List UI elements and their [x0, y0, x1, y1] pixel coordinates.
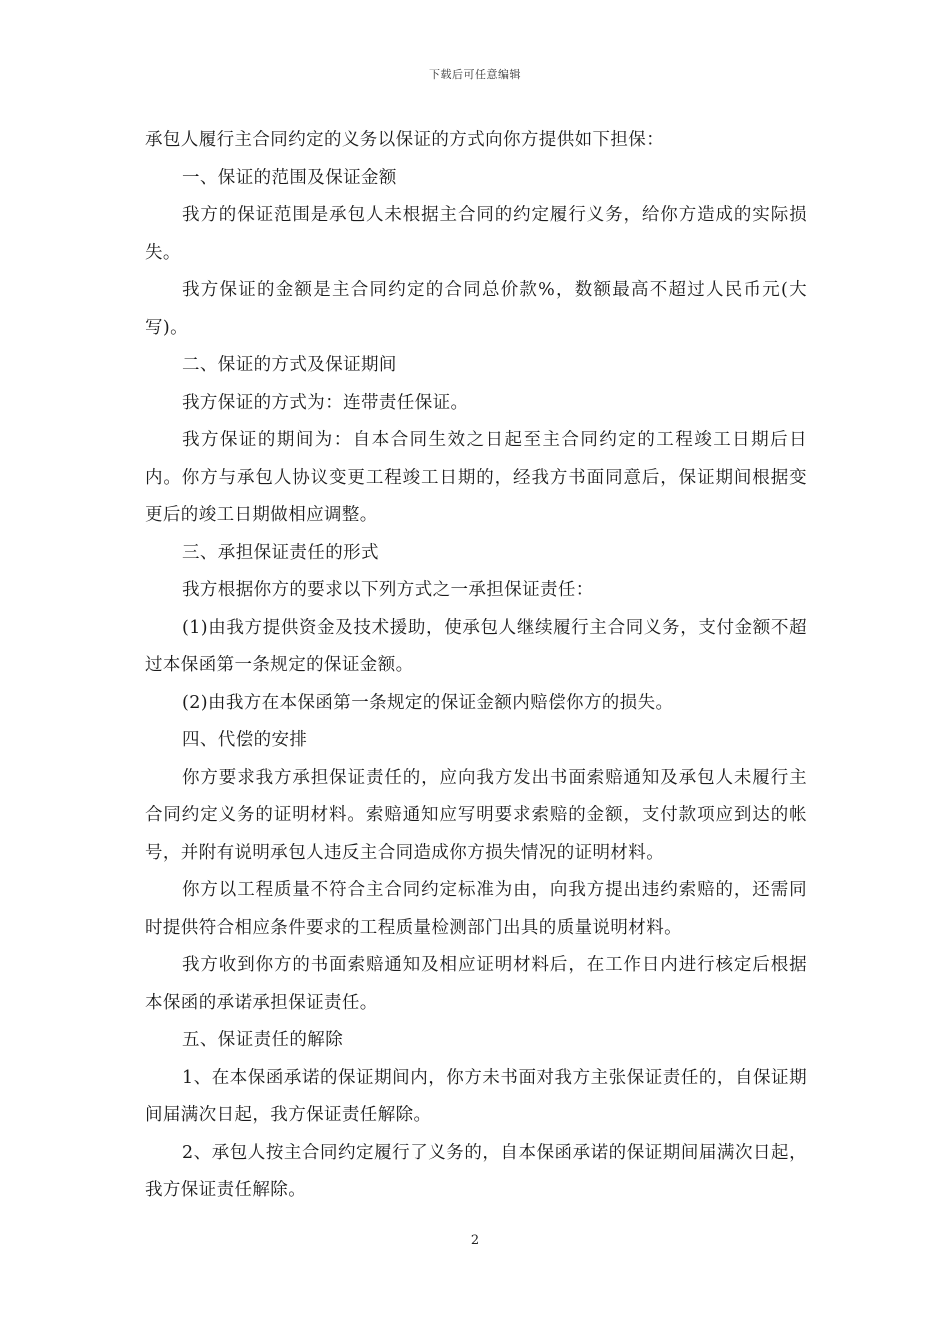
section-heading-4: 四、代偿的安排: [182, 730, 308, 750]
list-item: 2、承包人按主合同约定履行了义务的，自本保函承诺的保证期间届满次日起，我方保证责任解除。: [145, 1142, 807, 1200]
section-heading-2: 二、保证的方式及保证期间: [182, 355, 397, 375]
page-number: 2: [470, 1233, 480, 1248]
section-heading-1: 一、保证的范围及保证金额: [182, 167, 397, 188]
list-item: 1、在本保函承诺的保证期间内，你方未书面对我方主张保证责任的，自保证期间届满次日起，我方保证责任解除。: [145, 1067, 807, 1125]
paragraph: 我方保证的方式为：连带责任保证。: [182, 392, 469, 413]
paragraph: 你方以工程质量不符合主合同约定标准为由，向我方提出违约索赔的，还需同时提供符合相应条件要求的工程质量检测部门出具的质量说明材料。: [145, 880, 807, 938]
paragraph: 我方的保证范围是承包人未根据主合同的约定履行义务，给你方造成的实际损失。: [145, 205, 807, 263]
paragraph: 我方保证的金额是主合同约定的合同总价款%，数额最高不超过人民币元(大写)。: [145, 280, 807, 338]
section-heading-3: 三、承担保证责任的形式: [182, 542, 379, 563]
paragraph: 我方收到你方的书面索赔通知及相应证明材料后，在工作日内进行核定后根据本保函的承诺承担保证责任。: [145, 955, 807, 1013]
list-item: (2)由我方在本保函第一条规定的保证金额内赔偿你方的损失。: [182, 692, 674, 713]
paragraph-intro: 承包人履行主合同约定的义务以保证的方式向你方提供如下担保：: [145, 130, 665, 150]
list-item: (1)由我方提供资金及技术援助，使承包人继续履行主合同义务，支付金额不超过本保函第一条规定的保证金额。: [145, 617, 807, 675]
paragraph: 你方要求我方承担保证责任的，应向我方发出书面索赔通知及承包人未履行主合同约定义务的证明材料。索赔通知应写明要求索赔的金额，支付款项应到达的帐号，并附有说明承包人违反主合同造成你方损失情况的证明材料。: [145, 767, 807, 863]
document-body: [145, 122, 807, 1210]
page-header: 下载后可任意编辑: [429, 68, 521, 81]
paragraph: 我方根据你方的要求以下列方式之一承担保证责任：: [182, 580, 594, 600]
paragraph: 我方保证的期间为：自本合同生效之日起至主合同约定的工程竣工日期后日内。你方与承包人协议变更工程竣工日期的，经我方书面同意后，保证期间根据变更后的竣工日期做相应调整。: [145, 430, 807, 525]
section-heading-5: 五、保证责任的解除: [182, 1030, 344, 1050]
